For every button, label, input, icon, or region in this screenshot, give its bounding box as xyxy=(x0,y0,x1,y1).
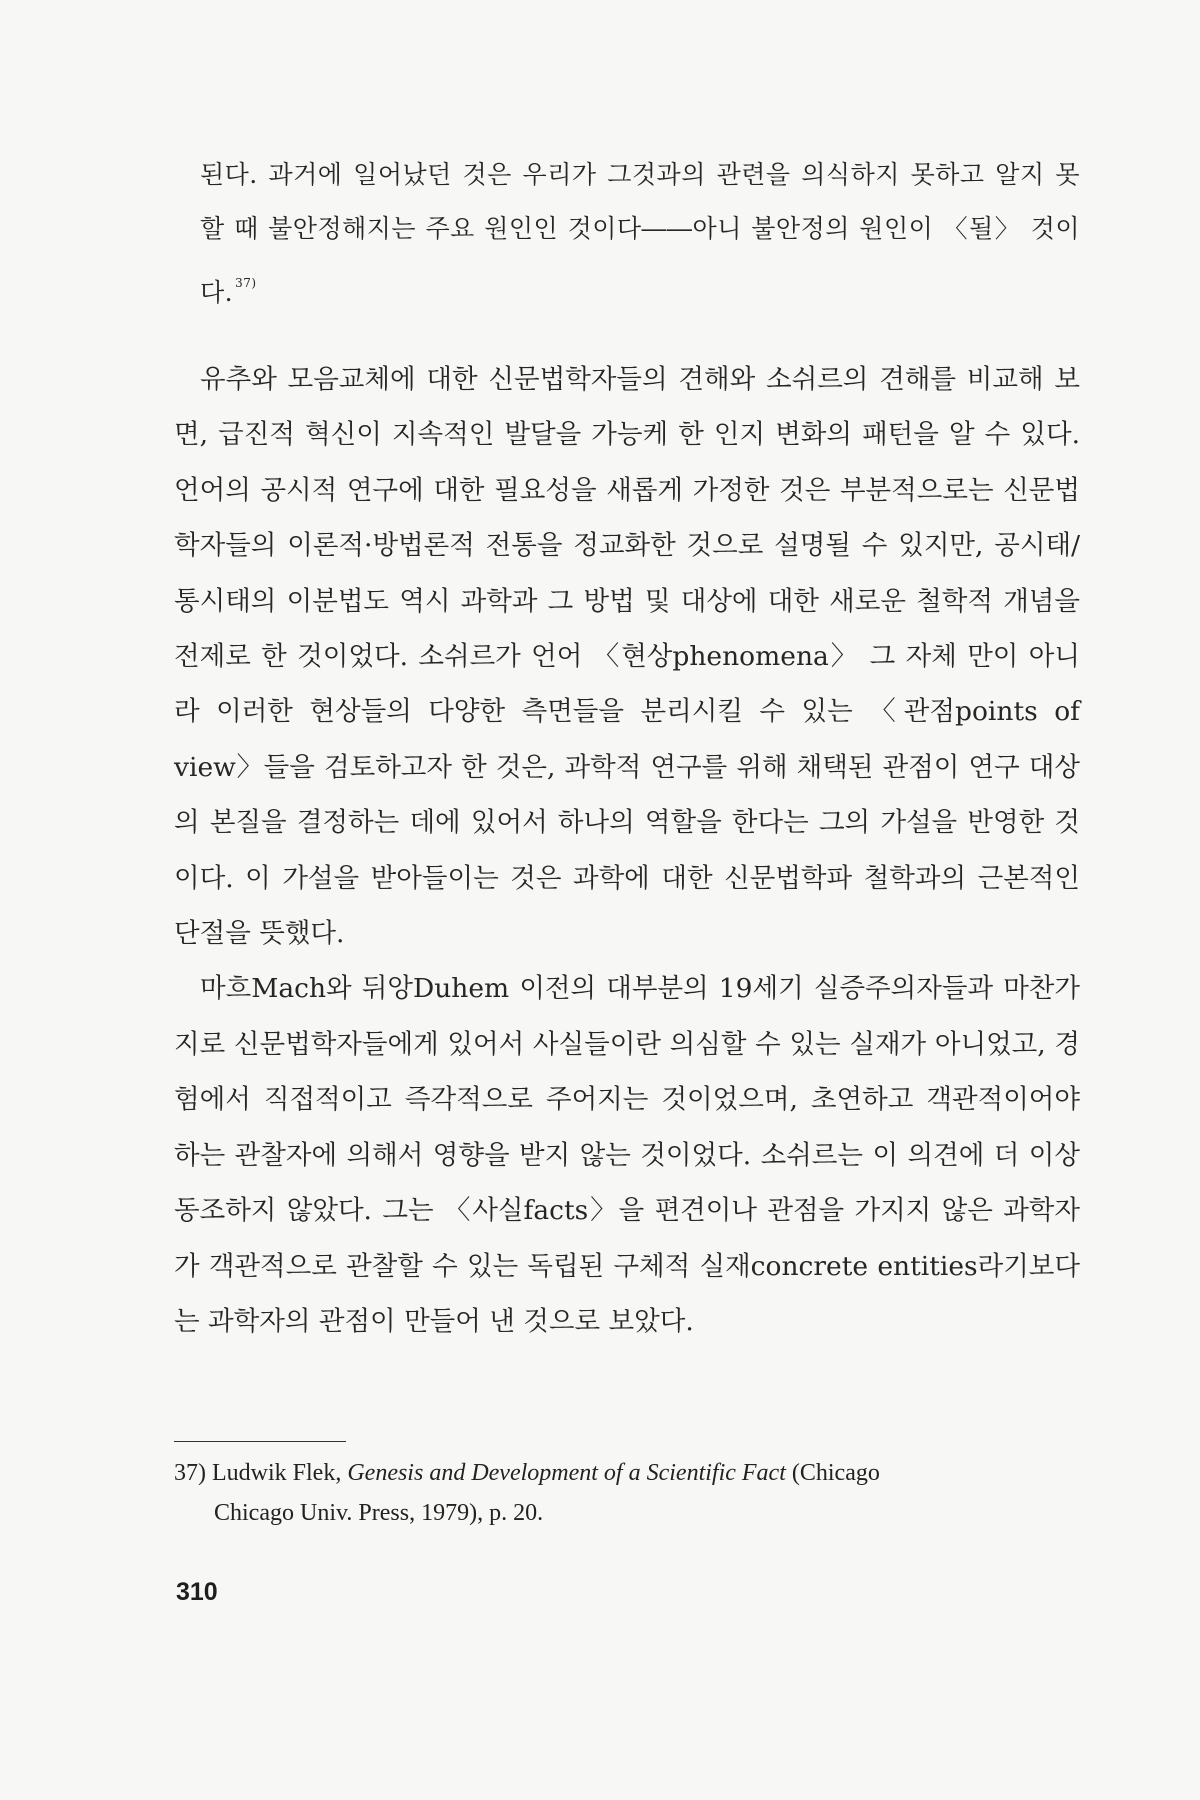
footnote-line-2: Chicago Univ. Press, 1979), p. 20. xyxy=(214,1500,544,1526)
page-number: 310 xyxy=(176,1578,218,1606)
block-quote xyxy=(200,148,1080,320)
paragraph-2: 마흐Mach와 뒤앙Duhem 이전의 대부분의 19세기 실증주의자들과 마찬가지로 신문법학자들에게 있어서 사실들이란 의심할 수 있는 실재가 아니었고, 경험에서 직접적이고 즉각적으로 주어지는 것이었으며, 초연하고 객관적이어야 하는 관찰자에 의해서 영향을 받지 않는 것이었다. 소쉬르는 이 의견에 더 이상 동조하지 않았다. 그는 〈사실facts〉을 편견이나 관점을 가지지 않은 과학자가 객관적으로 관찰할 수 있는 독립된 구체적 실재concrete entities라기보다는 과학자의 관점이 만들어 낸 것으로 보았다. xyxy=(174,973,1080,1337)
footnote-line-1 xyxy=(174,1453,1080,1493)
footnote-title: Genesis and Development of a Scientific Fact xyxy=(347,1460,786,1486)
footnote-number: 37) xyxy=(174,1460,206,1486)
footnote-reference: 37) xyxy=(235,276,257,290)
paragraph-1: 유추와 모음교체에 대한 신문법학자들의 견해와 소쉬르의 견해를 비교해 보면, 급진적 혁신이 지속적인 발달을 가능케 한 인지 변화의 패턴을 알 수 있다. 언어의 공시적 연구에 대한 필요성을 새롭게 가정한 것은 부분적으로는 신문법학자들의 이론적·방법론적 전통을 정교화한 것으로 설명될 수 있지만, 공시태/통시태의 이분법도 역시 과학과 그 방법 및 대상에 대한 새로운 철학적 개념을 전제로 한 것이었다. 소쉬르가 언어 〈현상phenomena〉 그 자체 만이 아니라 이러한 현상들의 다양한 측면들을 분리시킬 수 있는 〈관점points of view〉들을 검토하고자 한 것은, 과학적 연구를 위해 채택된 관점이 연구 대상의 본질을 결정하는 데에 있어서 하나의 역할을 한다는 그의 가설을 반영한 것이다. 이 가설을 받아들이는 것은 과학에 대한 신문법학파 철학과의 근본적인 단절을 뜻했다. xyxy=(174,364,1080,950)
quote-text: 된다. 과거에 일어났던 것은 우리가 그것과의 관련을 의식하지 못하고 알지 못할 때 불안정해지는 주요 원인인 것이다――아니 불안정의 원인이 〈될〉 것이다. xyxy=(200,160,1080,307)
footnote-divider xyxy=(174,1441,346,1442)
footnote xyxy=(174,1453,1080,1533)
body-text xyxy=(174,352,1080,1349)
footnote-author: Ludwik Flek, xyxy=(212,1460,342,1486)
footnote-city: (Chicago xyxy=(791,1460,880,1486)
